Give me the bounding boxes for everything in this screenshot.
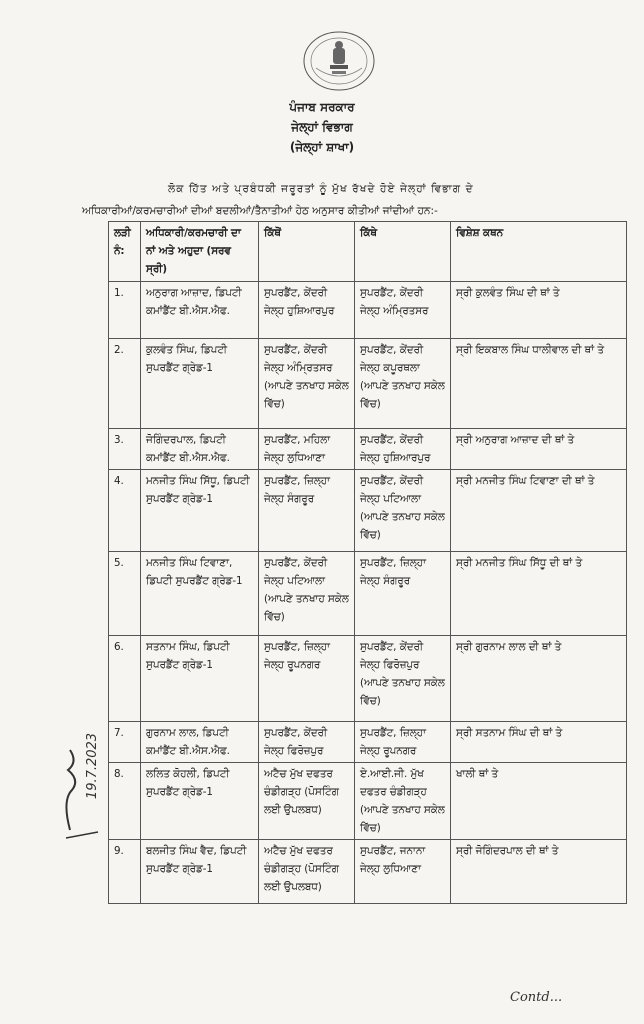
row-officer: ਮਨਜੀਤ ਸਿੰਘ ਸਿੱਧੂ, ਡਿਪਟੀ ਸੁਪਰਡੈਂਟ ਗ੍ਰੇਡ-1	[141, 470, 259, 552]
row-remarks: ਖਾਲੀ ਥਾਂ ਤੇ	[451, 763, 627, 840]
contd-text: Contd...	[510, 990, 563, 1005]
row-serial: 1.	[109, 282, 141, 339]
intro-line-1: ਲੋਕ ਹਿੱਤ ਅਤੇ ਪ੍ਰਬੰਧਕੀ ਜਰੂਰਤਾਂ ਨੂੰ ਮੁੱਖ ਰੱਖਦੇ ਹੋਏ ਜੇਲ੍ਹਾਂ ਵਿਭਾਗ ਦੇ	[168, 183, 474, 195]
row-to: ਸੁਪਰਡੈਂਟ, ਜ਼ਿਲ੍ਹਾ ਜੇਲ੍ਹ ਸੰਗਰੂਰ	[355, 552, 451, 636]
row-serial: 6.	[109, 636, 141, 722]
row-officer: ਮਨਜੀਤ ਸਿੰਘ ਟਿਵਾਣਾ, ਡਿਪਟੀ ਸੁਪਰਡੈਂਟ ਗ੍ਰੇਡ-1	[141, 552, 259, 636]
header-remarks: ਵਿਸ਼ੇਸ਼ ਕਥਨ	[451, 222, 627, 282]
margin-date: 19.7.2023	[85, 732, 100, 800]
row-serial: 7.	[109, 722, 141, 763]
row-serial: 3.	[109, 429, 141, 470]
row-from: ਸੁਪਰਡੈਂਟ, ਜ਼ਿਲ੍ਹਾ ਜੇਲ੍ਹ ਰੂਪਨਗਰ	[259, 636, 355, 722]
table-row	[109, 339, 627, 429]
contd-note	[508, 984, 578, 1008]
row-serial: 5.	[109, 552, 141, 636]
row-remarks: ਸ੍ਰੀ ਅਨੁਰਾਗ ਆਜ਼ਾਦ ਦੀ ਥਾਂ ਤੇ	[451, 429, 627, 470]
row-from: ਅਟੈਚ ਮੁੱਖ ਦਫਤਰ ਚੰਡੀਗੜ੍ਹ (ਪੋਸਟਿੰਗ ਲਈ ਉਪਲਬਧ)	[259, 763, 355, 840]
handwritten-signature	[58, 680, 104, 840]
row-remarks: ਸ੍ਰੀ ਗੁਰਨਾਮ ਲਾਲ ਦੀ ਥਾਂ ਤੇ	[451, 636, 627, 722]
intro-line-2: ਅਧਿਕਾਰੀਆਂ/ਕਰਮਚਾਰੀਆਂ ਦੀਆਂ ਬਦਲੀਆਂ/ਤੈਨਾਤੀਆਂ ਹੇਠ ਅਨੁਸਾਰ ਕੀਤੀਆਂ ਜਾਂਦੀਆਂ ਹਨ:-	[82, 205, 438, 217]
row-remarks: ਸ੍ਰੀ ਜੋਗਿੰਦਰਪਾਲ ਦੀ ਥਾਂ ਤੇ	[451, 840, 627, 904]
header-branch: (ਜੇਲ੍ਹਾਂ ਸ਼ਾਖਾ)	[289, 140, 355, 154]
row-from: ਸੁਪਰਡੈਂਟ, ਕੇਂਦਰੀ ਜੇਲ੍ਹ ਹੁਸ਼ਿਆਰਪੁਰ	[259, 282, 355, 339]
row-from: ਸੁਪਰਡੈਂਟ, ਜ਼ਿਲ੍ਹਾ ਜੇਲ੍ਹ ਸੰਗਰੂਰ	[259, 470, 355, 552]
row-to: ਸੁਪਰਡੈਂਟ, ਕੇਂਦਰੀ ਜੇਲ੍ਹ ਫਿਰੋਜ਼ਪੁਰ (ਆਪਣੇ ਤਨਖਾਹ ਸਕੇਲ ਵਿੱਚ)	[355, 636, 451, 722]
table-row	[109, 763, 627, 840]
row-from: ਸੁਪਰਡੈਂਟ, ਕੇਂਦਰੀ ਜੇਲ੍ਹ ਅੰਮ੍ਰਿਤਸਰ (ਆਪਣੇ ਤਨਖਾਹ ਸਕੇਲ ਵਿੱਚ)	[259, 339, 355, 429]
table-row	[109, 552, 627, 636]
table-row	[109, 429, 627, 470]
header-officer: ਅਧਿਕਾਰੀ/ਕਰਮਚਾਰੀ ਦਾ ਨਾਂ ਅਤੇ ਅਹੁਦਾ (ਸਰਵ ਸ੍ਰੀ)	[141, 222, 259, 282]
row-remarks: ਸ੍ਰੀ ਸਤਨਾਮ ਸਿੰਘ ਦੀ ਥਾਂ ਤੇ	[451, 722, 627, 763]
row-to: ਸੁਪਰਡੈਂਟ, ਕੇਂਦਰੀ ਜੇਲ੍ਹ ਪਟਿਆਲਾ (ਆਪਣੇ ਤਨਖਾਹ ਸਕੇਲ ਵਿੱਚ)	[355, 470, 451, 552]
row-remarks: ਸ੍ਰੀ ਕੁਲਵੰਤ ਸਿੰਘ ਦੀ ਥਾਂ ਤੇ	[451, 282, 627, 339]
row-serial: 9.	[109, 840, 141, 904]
row-officer: ਲਲਿਤ ਕੋਹਲੀ, ਡਿਪਟੀ ਸੁਪਰਡੈਂਟ ਗ੍ਰੇਡ-1	[141, 763, 259, 840]
table-header-row	[109, 222, 627, 282]
table-row	[109, 282, 627, 339]
row-serial: 8.	[109, 763, 141, 840]
header-from: ਕਿੱਥੋਂ	[259, 222, 355, 282]
row-remarks: ਸ੍ਰੀ ਇਕਬਾਲ ਸਿੰਘ ਧਾਲੀਵਾਲ ਦੀ ਥਾਂ ਤੇ	[451, 339, 627, 429]
row-remarks: ਸ੍ਰੀ ਮਨਜੀਤ ਸਿੰਘ ਟਿਵਾਣਾ ਦੀ ਥਾਂ ਤੇ	[451, 470, 627, 552]
row-from: ਸੁਪਰਡੈਂਟ, ਕੇਂਦਰੀ ਜੇਲ੍ਹ ਪਟਿਆਲਾ (ਆਪਣੇ ਤਨਖਾਹ ਸਕੇਲ ਵਿੱਚ)	[259, 552, 355, 636]
header-to: ਕਿੱਥੇ	[355, 222, 451, 282]
row-from: ਸੁਪਰਡੈਂਟ, ਕੇਂਦਰੀ ਜੇਲ੍ਹ ਫਿਰੋਜ਼ਪੁਰ	[259, 722, 355, 763]
row-officer: ਸਤਨਾਮ ਸਿੰਘ, ਡਿਪਟੀ ਸੁਪਰਡੈਂਟ ਗ੍ਰੇਡ-1	[141, 636, 259, 722]
row-from: ਸੁਪਰਡੈਂਟ, ਮਹਿਲਾ ਜੇਲ੍ਹ ਲੁਧਿਆਣਾ	[259, 429, 355, 470]
header-department: ਜੇਲ੍ਹਾਂ ਵਿਭਾਗ	[291, 120, 353, 134]
row-to: ਸੁਪਰਡੈਂਟ, ਕੇਂਦਰੀ ਜੇਲ੍ਹ ਹੁਸ਼ਿਆਰਪੁਰ	[355, 429, 451, 470]
row-officer: ਜੋਗਿੰਦਰਪਾਲ, ਡਿਪਟੀ ਕਮਾਂਡੈਂਟ ਬੀ.ਐਸ.ਐਫ.	[141, 429, 259, 470]
row-remarks: ਸ੍ਰੀ ਮਨਜੀਤ ਸਿੰਘ ਸਿੱਧੂ ਦੀ ਥਾਂ ਤੇ	[451, 552, 627, 636]
row-officer: ਗੁਰਨਾਮ ਲਾਲ, ਡਿਪਟੀ ਕਮਾਂਡੈਂਟ ਬੀ.ਐਸ.ਐਫ.	[141, 722, 259, 763]
transfer-table	[108, 221, 627, 904]
row-officer: ਅਨੁਰਾਗ ਆਜ਼ਾਦ, ਡਿਪਟੀ ਕਮਾਂਡੈਂਟ ਬੀ.ਐਸ.ਐਫ.	[141, 282, 259, 339]
intro-paragraph	[82, 178, 602, 222]
government-emblem-icon	[302, 30, 376, 92]
table-row	[109, 470, 627, 552]
row-serial: 4.	[109, 470, 141, 552]
row-officer: ਕੁਲਵੰਤ ਸਿੰਘ, ਡਿਪਟੀ ਸੁਪਰਡੈਂਟ ਗ੍ਰੇਡ-1	[141, 339, 259, 429]
row-officer: ਬਲਜੀਤ ਸਿੰਘ ਵੈਦ, ਡਿਪਟੀ ਸੁਪਰਡੈਂਟ ਗ੍ਰੇਡ-1	[141, 840, 259, 904]
row-to: ਸੁਪਰਡੈਂਟ, ਕੇਂਦਰੀ ਜੇਲ੍ਹ ਕਪੂਰਥਲਾ (ਆਪਣੇ ਤਨਖਾਹ ਸਕੇਲ ਵਿੱਚ)	[355, 339, 451, 429]
row-to: ਸੁਪਰਡੈਂਟ, ਕੇਂਦਰੀ ਜੇਲ੍ਹ ਅੰਮ੍ਰਿਤਸਰ	[355, 282, 451, 339]
row-from: ਅਟੈਚ ਮੁੱਖ ਦਫਤਰ ਚੰਡੀਗੜ੍ਹ (ਪੋਸਟਿੰਗ ਲਈ ਉਪਲਬਧ)	[259, 840, 355, 904]
table-row	[109, 722, 627, 763]
row-to: ਸੁਪਰਡੈਂਟ, ਜ਼ਿਲ੍ਹਾ ਜੇਲ੍ਹ ਰੂਪਨਗਰ	[355, 722, 451, 763]
header-serial: ਲੜੀ ਨੰ:	[109, 222, 141, 282]
row-to: ਸੁਪਰਡੈਂਟ, ਜਨਾਨਾ ਜੇਲ੍ਹ ਲੁਧਿਆਣਾ	[355, 840, 451, 904]
table-row	[109, 636, 627, 722]
row-serial: 2.	[109, 339, 141, 429]
table-row	[109, 840, 627, 904]
row-to: ਏ.ਆਈ.ਜੀ. ਮੁੱਖ ਦਫਤਰ ਚੰਡੀਗੜ੍ਹ (ਆਪਣੇ ਤਨਖਾਹ ਸਕੇਲ ਵਿੱਚ)	[355, 763, 451, 840]
header-government: ਪੰਜਾਬ ਸਰਕਾਰ	[289, 100, 355, 114]
